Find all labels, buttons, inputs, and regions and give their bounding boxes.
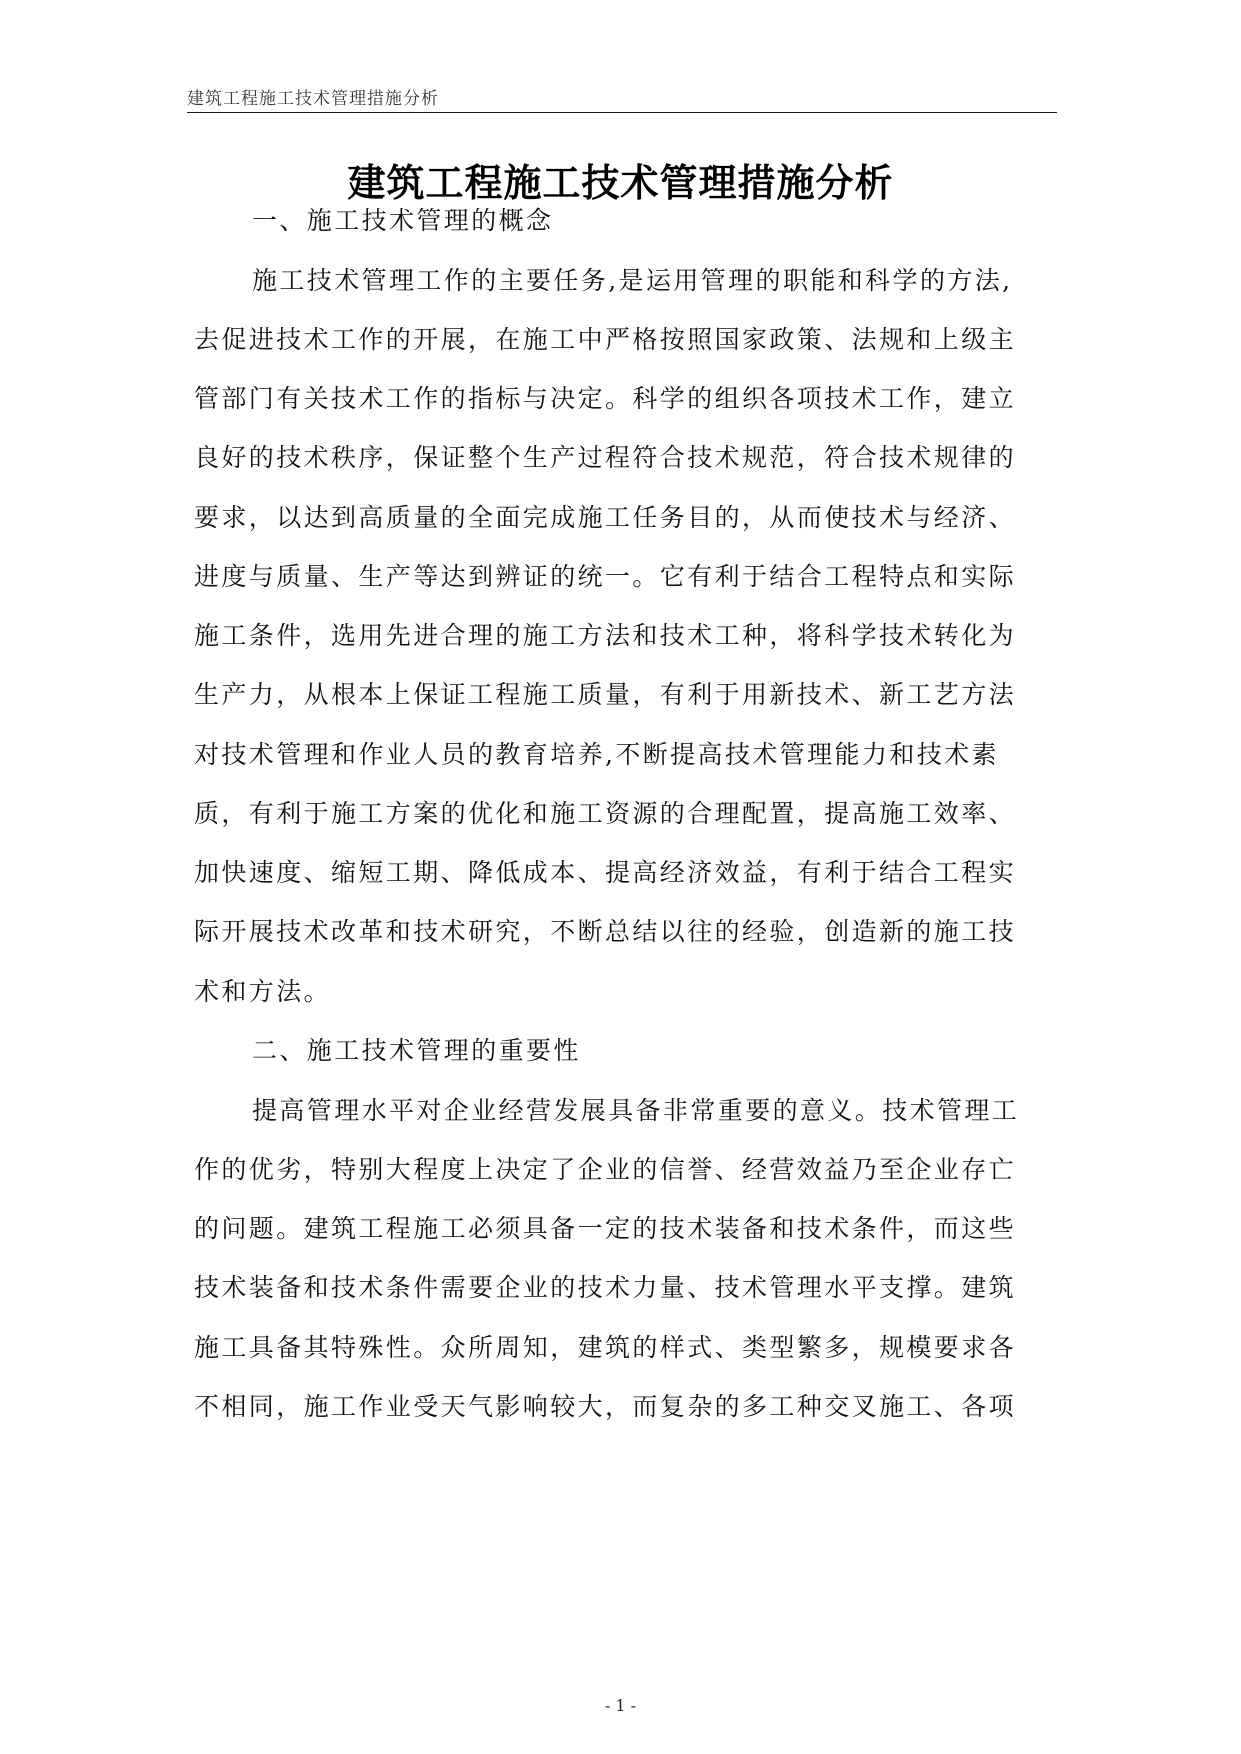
header-title: 建筑工程施工技术管理措施分析 bbox=[187, 89, 439, 109]
document-title: 建筑工程施工技术管理措施分析 bbox=[347, 160, 894, 205]
page-header bbox=[187, 86, 1057, 113]
page-number: - 1 - bbox=[604, 1696, 637, 1715]
document-page: 建筑工程施工技术管理措施分析 建筑工程施工技术管理措施分析 一、施工技术管理的概念 施工技术管理工作的主要任务,是运用管理的职能和科学的方法, 去促进技术工作的开展，在施工中严格按照国家政策、法规和上级主 管部门有关技术工作的指标与决定。科学的组织各项技术工作，建立 良好的技术秩序，保证整个生产过程符合技术规范，符合技术规律的 要求，以达到高质量的全面完成施工任务目的，从而使技术与经济、 进度与质量、生产等达到辨证的统一。它有利于结合工程特点和实际 施工条件，选用先进合理的施工方法和技术工种，将科学技术转化为 生产力，从根本上保证工程施工质量，有利于用新技术、新工艺方法 对技术管理和作业人员的教育培养,不断提高技术管理能力和技术素 质，有利于施工方案的优化和施工资源的合理配置，提高施工效率、 加快速度、缩短工期、降低成本、提高经济效益，有利于结合工程实 际开展技术改革和技术研究，不断总结以往的经验，创造新的施工技 术和方法。 二、施工技术管理的重要性 提高管理水平对企业经营发展具备非常重要的意义。技术管理工 作的优劣，特别大程度上决定了企业的信誉、经营效益乃至企业存亡 的问题。建筑工程施工必须具备一定的技术装备和技术条件，而这些 技术装备和技术条件需要企业的技术力量、技术管理水平支撑。建筑 施工具备其特殊性。众所周知，建筑的样式、类型繁多，规模要求各 不相同，施工作业受天气影响较大，而复杂的多工种交叉施工、各项 - 1 - bbox=[0, 0, 1241, 1754]
